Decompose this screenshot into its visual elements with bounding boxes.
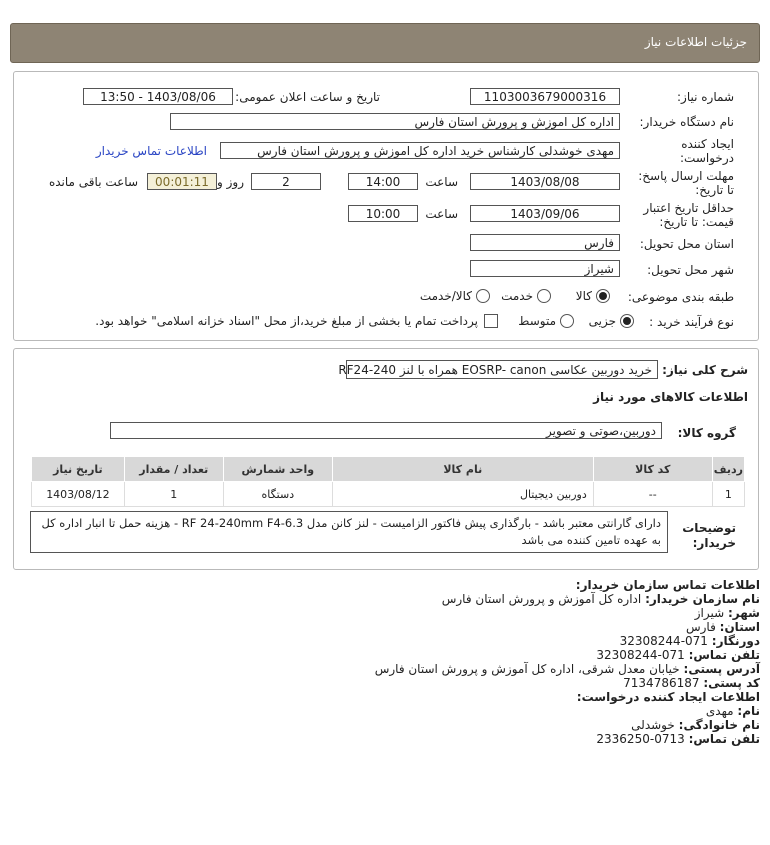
- cell-code: --: [593, 482, 712, 507]
- creator-first-name: نام: مهدی: [705, 704, 760, 718]
- need-number-field: 1103003679000316: [470, 88, 620, 105]
- contact-title: اطلاعات تماس سازمان خریدار:: [575, 578, 760, 592]
- city-field: شیراز: [470, 260, 620, 277]
- remaining-time-field: 00:01:11: [147, 173, 217, 190]
- contact-fax: دورنگار: 071-32308244: [619, 634, 760, 648]
- deadline-date-field: 1403/08/08: [470, 173, 620, 190]
- cell-row: 1: [712, 482, 744, 507]
- contact-postal: کد پستی: 7134786187: [623, 676, 760, 690]
- table-row: [32, 482, 745, 507]
- col-unit: واحد شمارش: [223, 457, 332, 482]
- creator-last-name: نام خانوادگی: خوشدلی: [631, 718, 760, 732]
- goods-info-title: اطلاعات کالاهای مورد نیاز: [593, 390, 748, 404]
- validity-date-field: 1403/09/06: [470, 205, 620, 222]
- process-radio-medium[interactable]: [560, 314, 574, 328]
- validity-time-field: 10:00: [348, 205, 418, 222]
- category-radio-goods[interactable]: [596, 289, 610, 303]
- days-field: 2: [251, 173, 321, 190]
- deadline-label-1: مهلت ارسال پاسخ:: [638, 169, 734, 183]
- process-option-medium: متوسط: [518, 314, 556, 328]
- province-label: استان محل تحویل:: [639, 237, 734, 251]
- contact-address: آدرس پستی: خیابان معدل شرقی، اداره کل آموزش و پرورش استان فارس: [374, 662, 760, 676]
- cell-unit: دستگاه: [223, 482, 332, 507]
- category-label: طبقه بندی موضوعی:: [627, 290, 734, 304]
- col-name: نام کالا: [332, 457, 593, 482]
- deadline-time-field: 14:00: [348, 173, 418, 190]
- city-label: شهر محل تحویل:: [647, 263, 734, 277]
- cell-qty: 1: [124, 482, 223, 507]
- deadline-label-2: تا تاریخ:: [695, 183, 734, 197]
- announce-field: 1403/08/06 - 13:50: [83, 88, 233, 105]
- creator-title: اطلاعات ایجاد کننده درخواست:: [576, 690, 760, 704]
- buyer-org-field: اداره کل اموزش و پرورش استان فارس: [170, 113, 620, 130]
- process-label: نوع فرآیند خرید :: [649, 315, 734, 329]
- province-field: فارس: [470, 234, 620, 251]
- payment-note: پرداخت تمام یا بخشی از مبلغ خرید،از محل "اسناد خزانه اسلامی" خواهد بود.: [95, 314, 478, 328]
- details-panel: [13, 348, 759, 570]
- group-label: گروه کالا:: [677, 426, 736, 440]
- goods-table: [31, 456, 745, 507]
- process-option-minor: جزیی: [588, 314, 616, 328]
- category-option-goods: کالا: [575, 289, 592, 303]
- summary-label: شرح کلی نیاز:: [662, 363, 748, 377]
- validity-time-label: ساعت: [425, 207, 458, 221]
- need-info-panel: [13, 71, 759, 341]
- contact-phone: تلفن تماس: 071-32308244: [596, 648, 760, 662]
- buyer-notes-label-2: خریدار:: [692, 536, 736, 550]
- validity-label-1: حداقل تاریخ اعتبار: [643, 201, 734, 215]
- col-row: ردیف: [712, 457, 744, 482]
- payment-checkbox[interactable]: [484, 314, 498, 328]
- summary-field: خرید دوربین عکاسی EOSRP- canon همراه با لنز RF24-240: [346, 360, 658, 379]
- buyer-notes-field: دارای گارانتی معتبر باشد - بارگذاری پیش فاکتور الزامیست - لنز کانن مدل RF 24-240mm F4-6.3 - هزینه حمل تا انبار اداره کل به عهده تامین کننده می باشد: [30, 511, 668, 553]
- col-date: تاریخ نیاز: [32, 457, 125, 482]
- creator-field: مهدی خوشدلی کارشناس خرید اداره کل اموزش و پرورش استان فارس: [220, 142, 620, 159]
- cell-date: 1403/08/12: [32, 482, 125, 507]
- group-field: دوربین،صوتی و تصویر: [110, 422, 662, 439]
- category-radio-goods-service[interactable]: [476, 289, 490, 303]
- category-option-goods-service: کالا/خدمت: [419, 289, 472, 303]
- remaining-label: ساعت باقی مانده: [48, 175, 138, 189]
- buyer-notes-label-1: توضیحات: [682, 521, 736, 535]
- buyer-contact-link[interactable]: اطلاعات تماس خریدار: [95, 144, 207, 158]
- buyer-org-label: نام دستگاه خریدار:: [639, 115, 734, 129]
- announce-label: تاریخ و ساعت اعلان عمومی:: [235, 90, 380, 104]
- contact-province: استان: فارس: [685, 620, 760, 634]
- page-title: جزئیات اطلاعات نیاز: [644, 35, 747, 49]
- need-number-label: شماره نیاز:: [677, 90, 734, 104]
- creator-phone: تلفن تماس: 0713-2336250: [596, 732, 760, 746]
- deadline-time-label: ساعت: [425, 175, 458, 189]
- creator-label-2: درخواست:: [680, 151, 734, 165]
- contact-city: شهر: شیراز: [694, 606, 760, 620]
- page-header: [10, 23, 760, 63]
- days-label: روز و: [217, 175, 244, 189]
- contact-org: نام سازمان خریدار: اداره کل آموزش و پرورش استان فارس: [441, 592, 760, 606]
- creator-label-1: ایجاد کننده: [681, 137, 734, 151]
- validity-label-2: قیمت: تا تاریخ:: [659, 215, 734, 229]
- category-option-service: خدمت: [501, 289, 533, 303]
- col-qty: تعداد / مقدار: [124, 457, 223, 482]
- process-radio-minor[interactable]: [620, 314, 634, 328]
- col-code: کد کالا: [593, 457, 712, 482]
- category-radio-service[interactable]: [537, 289, 551, 303]
- cell-name: دوربین دیجیتال: [332, 482, 593, 507]
